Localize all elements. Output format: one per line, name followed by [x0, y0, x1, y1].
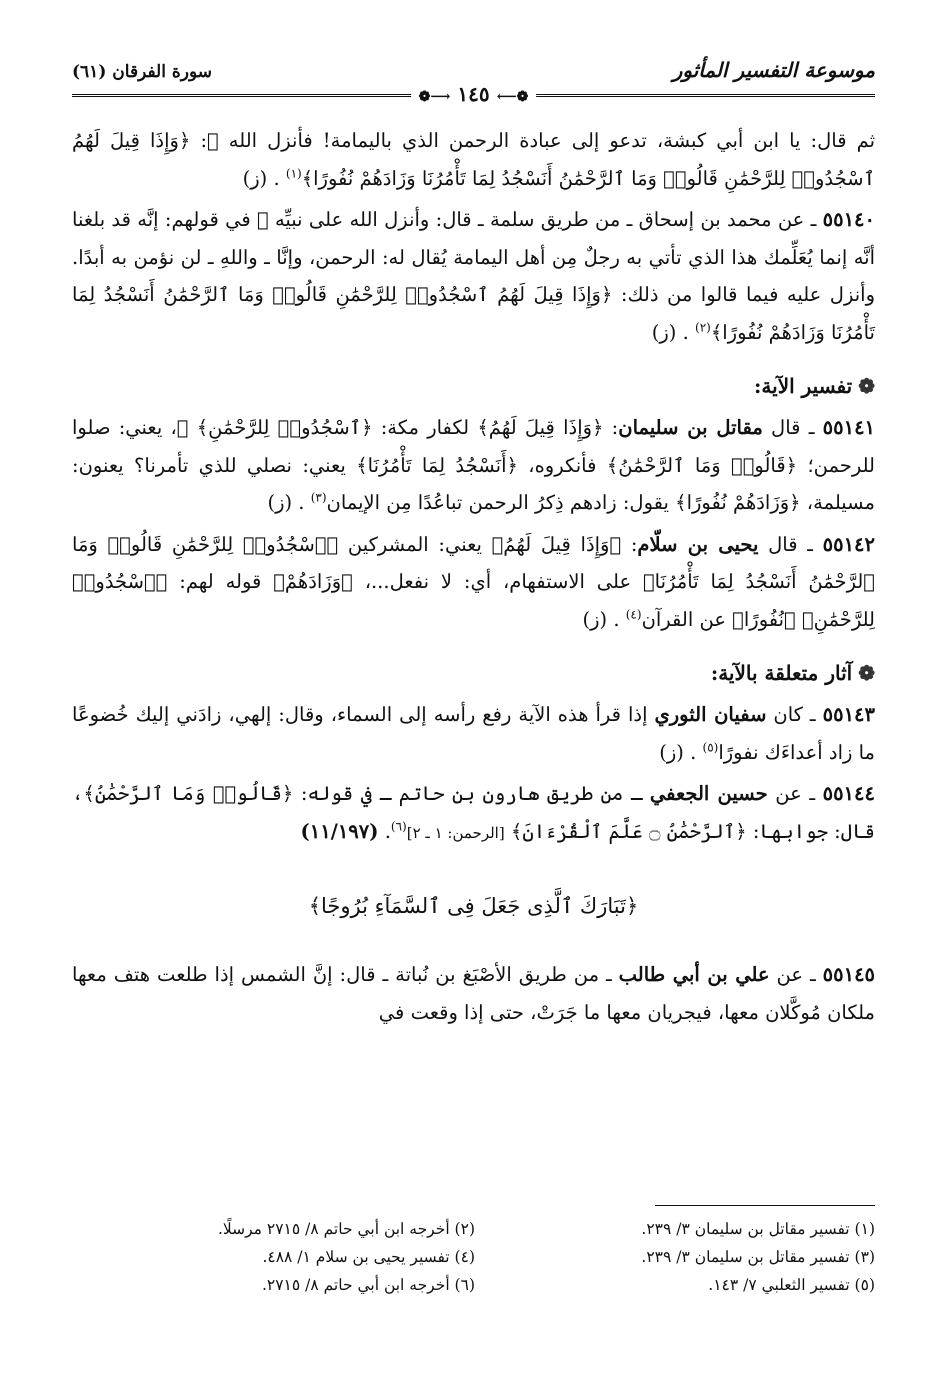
- section-title: آثار متعلقة بالآية:: [710, 661, 853, 685]
- narration-number: ٥٥١٤٠: [822, 208, 876, 231]
- narration-tail: . (ز): [267, 491, 305, 514]
- paragraph-tail: . (ز): [242, 166, 280, 190]
- footnote-2: (٢) أخرجه ابن أبي حاتم ٨/ ٢٧١٥ مرسلًا.: [217, 1220, 475, 1238]
- narration-tail: . (ز): [659, 740, 697, 764]
- narration-intro: ـ عن: [775, 782, 816, 805]
- page-header: [72, 58, 875, 106]
- narration-text: ـ من طريق الأصْبَغ بن نُباتة ـ قال: إنَّ الشمس إذا طلعت هتف معها ملكان مُوكَّلان معها، فيجريان معها ما جَرَتْ، حتى إذا وقعت في: [72, 963, 875, 1024]
- narration-number: ٥٥١٤١: [822, 416, 876, 439]
- footnote-3: (٣) تفسير مقاتل بن سليمان ٣/ ٢٣٩.: [641, 1248, 875, 1266]
- footnote-4: (٤) تفسير يحيى بن سلام ١/ ٤٨٨.: [262, 1248, 475, 1266]
- footnote-marker: (٤): [625, 607, 642, 621]
- narration-intro: ـ قال: [768, 532, 813, 556]
- flower-icon: ❁: [858, 374, 875, 398]
- narration-tail: .: [384, 819, 391, 843]
- narration-number: ٥٥١٤٢: [822, 532, 876, 556]
- footnote-marker: (٣): [310, 490, 327, 505]
- verse-heading: ﴿تَبَارَكَ ٱلَّذِى جَعَلَ فِى ٱلسَّمَآءِ بُرُوجًا﴾: [308, 894, 639, 918]
- narration-55143: [72, 696, 875, 771]
- footnote-marker: (١): [285, 166, 302, 180]
- paragraph-continuation: [72, 122, 875, 197]
- footnotes-left-column: [85, 1215, 475, 1299]
- narrator-name: سفيان الثوري: [654, 703, 767, 726]
- section-heading-tafsir: [72, 369, 875, 403]
- footnote-6: (٦) أخرجه ابن أبي حاتم ٨/ ٢٧١٥.: [261, 1276, 475, 1294]
- narration-text: : ﴿وَإِذَا قِيلَ لَهُمُ﴾ لكفار مكة: ﴿ٱسْجُدُوا۟ لِلرَّحْمَٰنِ﴾ ﷻ، يعني: صلوا للرحمن؛ ﴿قَالُوا۟ وَمَا ٱلرَّحْمَٰنُ﴾ فأنكروه، ﴿أَنَسْجُدُ لِمَا تَأْمُرُنَا﴾ يعني: نصلي للذي تأمرنا؟ يعنون: مسيلمة، ﴿وَزَادَهُمْ نُفُورًا﴾ يقول: زادهم ذِكرُ الرحمن تباعُدًا مِن الإيمان: [72, 416, 875, 514]
- narration-tail: . (ز): [582, 607, 620, 631]
- footnotes-right-column: [485, 1215, 875, 1299]
- narration-number: ٥٥١٤٥: [822, 963, 876, 986]
- flower-icon: ❁: [858, 661, 875, 685]
- narrator-name: علي بن أبي طالب: [618, 963, 770, 986]
- narration-intro: ـ عن: [776, 963, 816, 986]
- section-title: تفسير الآية:: [754, 374, 853, 398]
- narration-text: : ﴿وَإِذَا قِيلَ لَهُمُ﴾ يعني: المشركين ﴿ٱسْجُدُوا۟ لِلرَّحْمَٰنِ قَالُوا۟ وَمَا ٱلرَّحْمَٰنُ أَنَسْجُدُ لِمَا تَأْمُرُنَا﴾ على الاستفهام، أي: لا نفعل...، ﴿وَزَادَهُمْ﴾ قوله لهم: ﴿ٱسْجُدُوا۟ لِلرَّحْمَٰنِ﴾ ﴿نُفُورًا﴾ عن القرآن: [72, 532, 875, 631]
- ornament-icon: ⟵❁: [496, 89, 529, 105]
- narration-55142: [72, 526, 875, 639]
- narration-text: ـ من طريق هارون بن حاتم ـ في قوله: ﴿قَالُوا۟ وَمَا ٱلرَّحْمَٰنُ﴾، قال: جوابها: ﴿ٱلرَّحْمَٰنُ ۝ عَلَّمَ ٱلْقُرْءَانَ﴾: [72, 782, 875, 843]
- page-number-box: [411, 82, 537, 106]
- section-heading-athar: [72, 656, 875, 690]
- quran-quote: ﴿وَإِذَا قِيلَ لَهُمُ ٱسْجُدُوا۟ لِلرَّحْمَٰنِ قَالُوا۟ وَمَا ٱلرَّحْمَٰنُ أَنَسْجُدُ لِمَا تَأْمُرُنَا وَزَادَهُمْ نُفُورًا﴾: [72, 129, 875, 190]
- narration-tail: . (ز): [651, 320, 689, 344]
- narration-text: ـ عن محمد بن إسحاق ـ من طريق سلمة ـ قال: وأنزل الله على نبيِّه ﷺ في قولهم: إنَّه قد بلغنا أنَّه إنما يُعَلِّمك هذا الذي تأتي به رجلٌ مِن أهل اليمامة يُقال له: الرحمن، وإنَّا ـ واللهِ ـ لن نؤمن به أبدًا. وأنزل عليه فيما قالوا من ذلك:: [72, 208, 875, 306]
- narration-55145: [72, 956, 875, 1031]
- narration-number: ٥٥١٤٣: [822, 703, 876, 726]
- ornament-icon: ❁⟶: [418, 89, 451, 105]
- narration-55144: [72, 775, 875, 852]
- narration-number: ٥٥١٤٤: [822, 782, 875, 805]
- book-title: موسوعة التفسير المأثور: [672, 58, 875, 82]
- footnote-marker: (٦): [390, 819, 407, 833]
- footnote-1: (١) تفسير مقاتل بن سليمان ٣/ ٢٣٩.: [641, 1220, 875, 1238]
- page: [72, 58, 875, 1031]
- narration-55140: [72, 201, 875, 351]
- verse-citation: [الرحمن: ١ ـ ٢]: [406, 823, 505, 842]
- footnote-5: (٥) تفسير الثعلبي ٧/ ١٤٣.: [708, 1276, 875, 1294]
- footnote-marker: (٥): [702, 740, 719, 754]
- narration-text: إذا قرأ هذه الآية رفع رأسه إلى السماء، وقال: إلهي، زادَني إليك خُضوعًا ما زاد أعداءَك نفورًا: [72, 703, 875, 764]
- narration-55141: [72, 409, 875, 522]
- paragraph-text: ثم قال: يا ابن أبي كبشة، تدعو إلى عبادة الرحمن الذي باليمامة! فأنزل الله ﷻ:: [200, 129, 876, 152]
- narrator-name: مقاتل بن سليمان: [618, 416, 763, 439]
- narration-intro: ـ كان: [773, 703, 816, 726]
- narrator-name: حسين الجعفي: [649, 782, 768, 805]
- narration-intro: ـ قال: [771, 416, 815, 439]
- volume-reference: (١١/١٩٧): [300, 819, 379, 843]
- surah-title: سورة الفرقان (٦١): [72, 62, 213, 82]
- footnote-marker: (٢): [695, 320, 711, 334]
- footnote-rule: [655, 1205, 875, 1206]
- quran-quote: ﴿وَإِذَا قِيلَ لَهُمُ ٱسْجُدُوا۟ لِلرَّحْمَٰنِ قَالُوا۟ وَمَا ٱلرَّحْمَٰنُ أَنَسْجُدُ لِمَا تَأْمُرُنَا وَزَادَهُمْ نُفُورًا﴾: [72, 283, 875, 344]
- narrator-name: يحيى بن سلّام: [637, 532, 759, 556]
- page-number: ١٤٥: [457, 82, 490, 106]
